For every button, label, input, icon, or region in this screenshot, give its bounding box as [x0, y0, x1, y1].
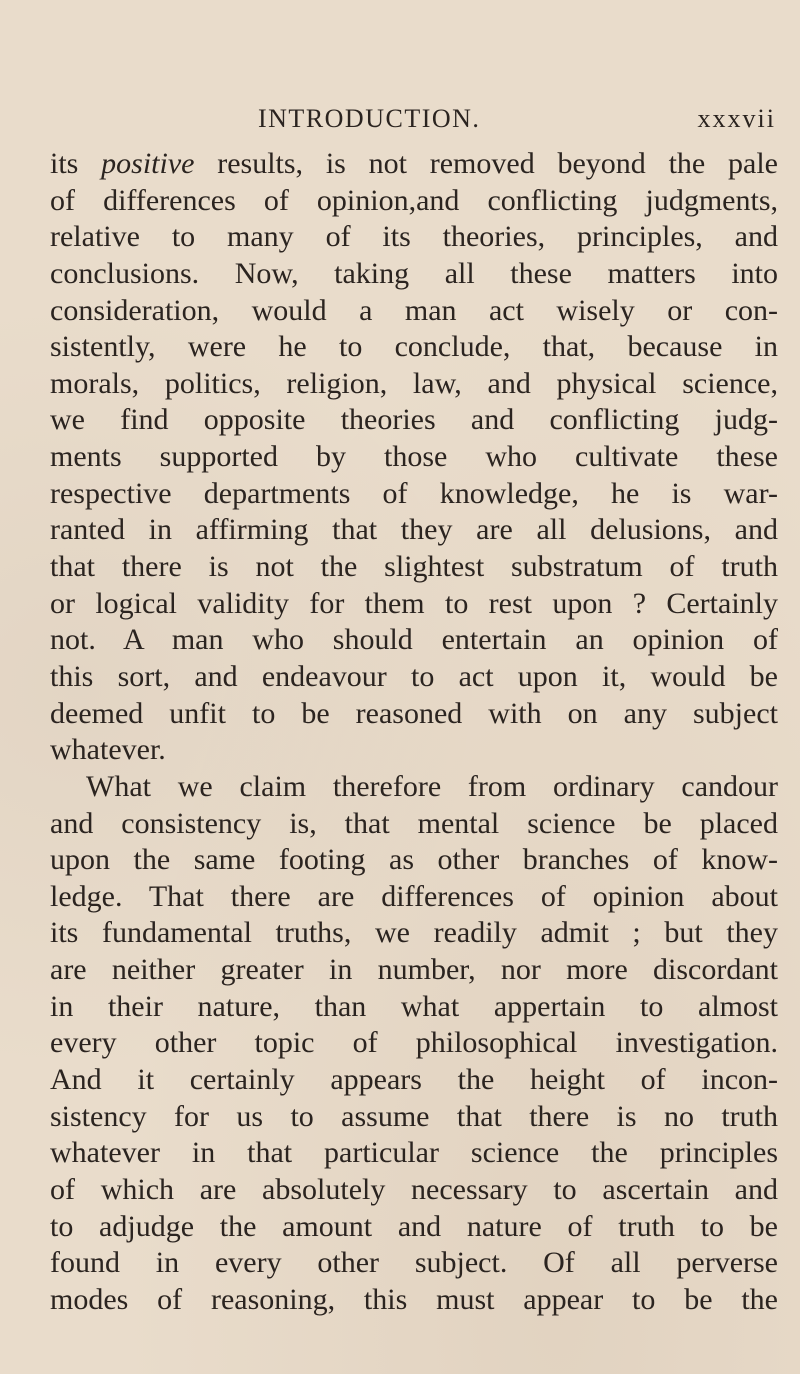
text-line: upon the same footing as other branches of know-	[50, 843, 778, 877]
paragraph-1	[50, 146, 778, 769]
text-line: ments supported by those who cultivate these	[50, 440, 778, 474]
running-header	[50, 101, 776, 137]
text-line: whatever.	[50, 733, 166, 767]
page-number: xxxvii	[697, 104, 776, 133]
body-text	[50, 146, 778, 1319]
text-line: are neither greater in number, nor more discordant	[50, 953, 778, 987]
text-line: its fundamental truths, we readily admit ; but they	[50, 916, 778, 950]
text-line: or logical validity for them to rest upon ? Certainly	[50, 586, 778, 620]
text-line: What we claim therefore from ordinary candour	[86, 769, 778, 803]
text-line: to adjudge the amount and nature of truth to be	[50, 1209, 778, 1243]
text-line: not. A man who should entertain an opinion of	[50, 623, 778, 657]
text-line: morals, politics, religion, law, and physical science,	[50, 366, 778, 400]
text-line: of which are absolutely necessary to ascertain and	[50, 1172, 778, 1206]
text-line: we find opposite theories and conflicting judg-	[50, 403, 778, 437]
text-line: deemed unfit to be reasoned with on any subject	[50, 696, 778, 730]
text-line: sistently, were he to conclude, that, because in	[50, 330, 778, 364]
text-line: relative to many of its theories, principles, and	[50, 220, 778, 254]
text-line: And it certainly appears the height of incon-	[50, 1063, 778, 1097]
text-line: this sort, and endeavour to act upon it, would be	[50, 659, 778, 693]
emphasis-positive: positive	[101, 147, 195, 180]
paragraph-2	[50, 769, 778, 1319]
text-line: in their nature, than what appertain to almost	[50, 989, 778, 1023]
text-line: sistency for us to assume that there is no truth	[50, 1099, 778, 1133]
text-line: consideration, would a man act wisely or con-	[50, 293, 778, 327]
text-line: found in every other subject. Of all perverse	[50, 1246, 778, 1280]
text-line: ledge. That there are differences of opinion about	[50, 879, 778, 913]
text-line: and consistency is, that mental science be placed	[50, 806, 778, 840]
text-line: modes of reasoning, this must appear to be the	[50, 1282, 778, 1316]
text-line: that there is not the slightest substratum of truth	[50, 550, 778, 584]
text-line: every other topic of philosophical investigation.	[50, 1026, 778, 1060]
text-line: its positive results, is not removed beyond the pale	[50, 147, 778, 180]
text-line: respective departments of knowledge, he is war-	[50, 476, 778, 510]
text-line: of differences of opinion,and conflicting judgments,	[50, 183, 778, 217]
text-line: conclusions. Now, taking all these matters into	[50, 256, 778, 290]
running-title: INTRODUCTION.	[258, 104, 481, 133]
text-line: whatever in that particular science the principles	[50, 1136, 778, 1170]
text-line: ranted in affirming that they are all delusions, and	[50, 513, 778, 547]
